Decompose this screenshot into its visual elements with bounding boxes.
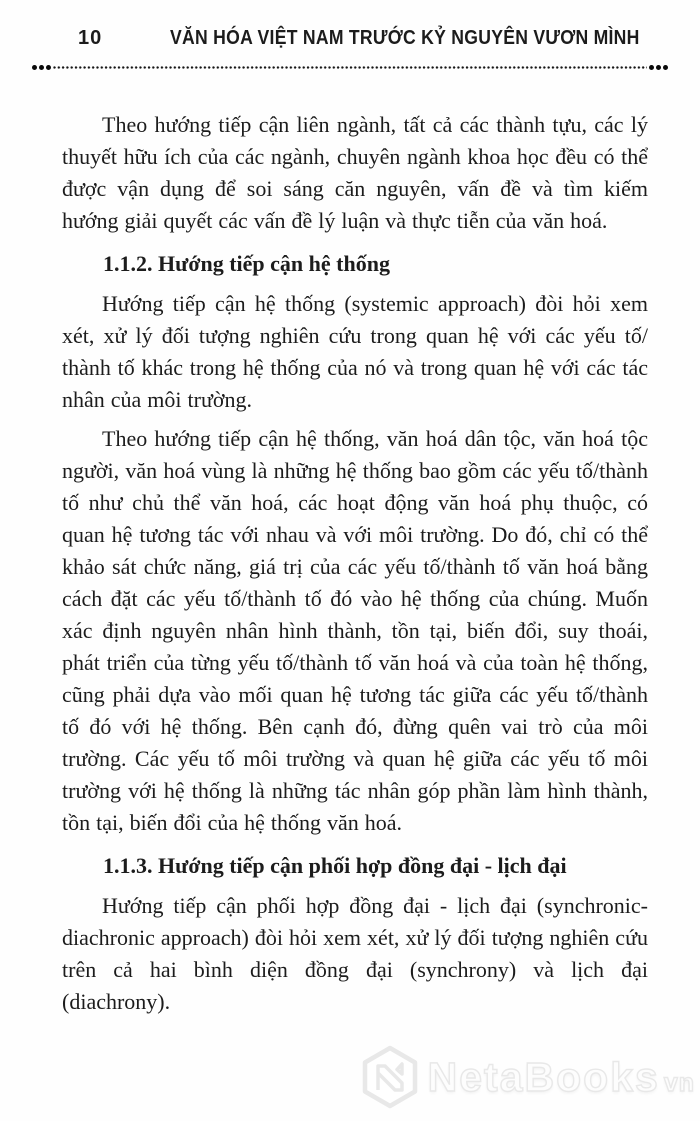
hexagon-n-icon (361, 1045, 419, 1109)
paragraph-he-thong-detail: Theo hướng tiếp cận hệ thống, văn hoá dân tộc, văn hoá tộc người, văn hoá vùng là những hệ thống bao gồm các yếu tố/thành tố như chủ thể văn hoá, các hoạt động văn hoá phụ thuộc, có quan hệ tương tác với nhau và với môi trường. Do đó, chỉ có thể khảo sát chức năng, giá trị của các yếu tố/thành tố văn hoá bằng cách đặt các yếu tố/thành tố đó vào hệ thống của chúng. Muốn xác định nguyên nhân hình thành, tồn tại, biến đổi, suy thoái, phát triển của từng yếu tố/thành tố văn hoá và của toàn hệ thống, cũng phải dựa vào mối quan hệ tương tác giữa các yếu tố/thành tố đó với hệ thống. Bên cạnh đó, đừng quên vai trò của môi trường. Các yếu tố môi trường và quan hệ giữa các yếu tố môi trường với hệ thống là những tác nhân góp phần làm hình thành, tồn tại, biến đổi của hệ thống văn hoá. (62, 426, 648, 835)
divider-end-dots-left (32, 65, 51, 70)
running-head-title: VĂN HÓA VIỆT NAM TRƯỚC KỶ NGUYÊN VƯƠN MÌNH (170, 27, 640, 49)
watermark-suffix: vn (663, 1068, 695, 1097)
section-heading-1-1-3: 1.1.3. Hướng tiếp cận phối hợp đồng đại - lịch đại (103, 853, 567, 878)
paragraph-lien-nganh: Theo hướng tiếp cận liên ngành, tất cả các thành tựu, các lý thuyết hữu ích của các ngành, chuyên ngành khoa học đều có thể được vận dụng để soi sáng căn nguyên, vấn đề và tìm kiếm hướng giải quyết các vấn đề lý luận và thực tiễn của văn hoá. (62, 112, 648, 233)
divider-end-dots-right (649, 65, 668, 70)
page-number: 10 (78, 27, 103, 49)
page-header (0, 27, 700, 50)
paragraph-dong-dai-lich-dai: Hướng tiếp cận phối hợp đồng đại - lịch đại (synchronic-diachronic approach) đòi hỏi xem xét, xử lý đối tượng nghiên cứu trên cả hai bình diện đồng đại (synchrony) và lịch đại (diachrony). (62, 893, 648, 1014)
paragraph-he-thong-intro: Hướng tiếp cận hệ thống (systemic approach) đòi hỏi xem xét, xử lý đối tượng nghiên cứu trong quan hệ với các yếu tố/ thành tố khác trong hệ thống của nó và trong quan hệ với các tác nhân của môi trường. (62, 291, 648, 412)
page-body (0, 109, 700, 1018)
watermark-brand: NetaBooks (427, 1053, 660, 1100)
header-divider (32, 64, 668, 70)
watermark-text (428, 1054, 695, 1101)
divider-dotted-line (53, 66, 647, 69)
section-heading-1-1-2: 1.1.2. Hướng tiếp cận hệ thống (103, 251, 390, 276)
netabooks-watermark (361, 1045, 695, 1109)
